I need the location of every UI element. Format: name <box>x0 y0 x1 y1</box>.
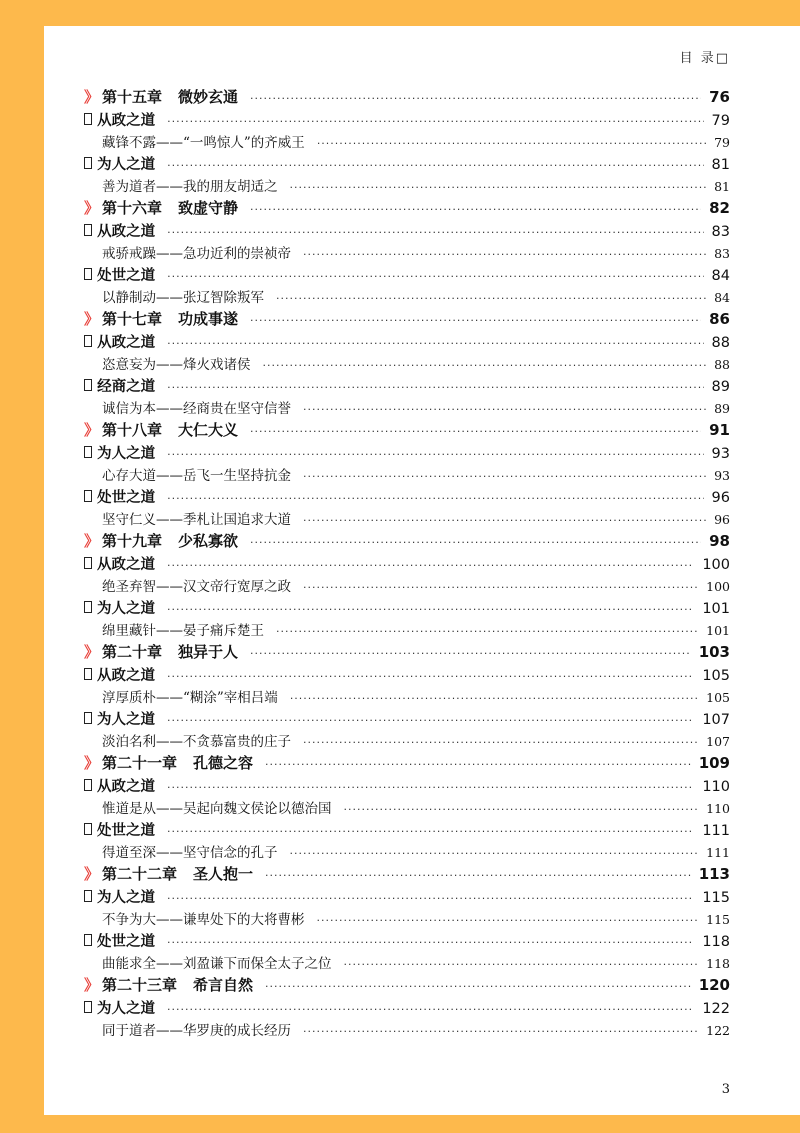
square-box-icon <box>84 446 92 458</box>
section-title: 从政之道 <box>97 335 156 351</box>
chapter-number: 第二十章 <box>102 643 163 661</box>
chapter-title: 功成事遂 <box>178 310 239 328</box>
section-title: 从政之道 <box>97 113 156 129</box>
story-title: 藏锋不露——“一鸣惊人”的齐威王 <box>102 135 305 151</box>
chapter-number: 第二十一章 <box>102 754 178 772</box>
toc-chapter-row[interactable] <box>84 752 730 775</box>
double-chevron-icon: 》 <box>84 643 100 661</box>
page-ref: 120 <box>698 976 730 994</box>
double-chevron-icon: 》 <box>84 976 100 994</box>
page-ref: 93 <box>711 446 730 462</box>
square-box-icon <box>84 379 92 391</box>
square-box-icon <box>84 224 92 236</box>
double-chevron-icon: 》 <box>84 865 100 883</box>
page-ref: 105 <box>706 690 730 705</box>
section-title: 处世之道 <box>97 934 156 950</box>
dot-leader <box>303 470 706 483</box>
dot-leader <box>303 514 706 527</box>
page-ref: 109 <box>698 754 730 772</box>
dot-leader <box>303 248 706 261</box>
dot-leader <box>167 825 694 838</box>
story-title: 诚信为本——经商贵在坚守信誉 <box>102 401 291 417</box>
toc-section-row[interactable] <box>84 930 730 952</box>
square-box-icon <box>84 934 92 946</box>
chapter-title: 大仁大义 <box>178 421 239 439</box>
square-box-icon <box>84 157 92 169</box>
section-title: 处世之道 <box>97 490 156 506</box>
chapter-number: 第十九章 <box>102 532 163 550</box>
page-ref: 96 <box>711 490 730 506</box>
story-title: 坚守仁义——季札让国追求大道 <box>102 512 291 528</box>
chapter-number: 第二十三章 <box>102 976 178 994</box>
page-ref: 89 <box>714 401 730 416</box>
toc-section-row[interactable] <box>84 331 730 353</box>
page-ref: 81 <box>711 157 730 173</box>
toc-section-row[interactable] <box>84 442 730 464</box>
dot-leader <box>276 625 698 638</box>
section-title: 处世之道 <box>97 823 156 839</box>
toc-story-row[interactable] <box>84 686 730 708</box>
dot-leader <box>303 581 698 594</box>
dot-leader <box>317 914 699 927</box>
dot-leader <box>167 781 694 794</box>
dot-leader <box>250 203 701 216</box>
double-chevron-icon: 》 <box>84 88 100 106</box>
story-title: 曲能求全——刘盈谦下而保全太子之位 <box>102 956 332 972</box>
story-title: 以静制动——张辽智除叛军 <box>102 290 264 306</box>
section-title: 处世之道 <box>97 268 156 284</box>
section-title: 从政之道 <box>97 779 156 795</box>
dot-leader <box>290 181 707 194</box>
page-ref: 103 <box>698 643 730 661</box>
section-title: 从政之道 <box>97 557 156 573</box>
square-box-icon <box>84 557 92 569</box>
story-title: 得道至深——坚守信念的孔子 <box>102 845 278 861</box>
toc-section-row[interactable] <box>84 486 730 508</box>
dot-leader <box>167 115 703 128</box>
table-of-contents <box>84 86 730 1041</box>
section-title: 经商之道 <box>97 379 156 395</box>
section-title: 从政之道 <box>97 224 156 240</box>
toc-story-row[interactable] <box>84 1019 730 1041</box>
toc-section-row[interactable] <box>84 664 730 686</box>
page-ref: 110 <box>702 779 730 795</box>
toc-section-row[interactable] <box>84 220 730 242</box>
page-ref: 84 <box>711 268 730 284</box>
page-ref: 118 <box>706 956 730 971</box>
chapter-number: 第十六章 <box>102 199 163 217</box>
section-title: 从政之道 <box>97 668 156 684</box>
square-box-icon <box>84 1001 92 1013</box>
dot-leader <box>167 159 703 172</box>
double-chevron-icon: 》 <box>84 421 100 439</box>
dot-leader <box>167 559 694 572</box>
toc-section-row[interactable] <box>84 597 730 619</box>
toc-chapter-row[interactable] <box>84 419 730 442</box>
square-box-icon <box>84 779 92 791</box>
page-ref: 118 <box>702 934 730 950</box>
dot-leader <box>167 337 703 350</box>
dot-leader <box>167 714 694 727</box>
story-title: 不争为大——谦卑处下的大将曹彬 <box>102 912 305 928</box>
page-ref: 88 <box>714 357 730 372</box>
story-title: 惟道是从——吴起向魏文侯论以德治国 <box>102 801 332 817</box>
story-title: 心存大道——岳飞一生坚持抗金 <box>102 468 291 484</box>
double-chevron-icon: 》 <box>84 199 100 217</box>
story-title: 绝圣弃智——汉文帝行宽厚之政 <box>102 579 291 595</box>
story-title: 淡泊名利——不贪慕富贵的庄子 <box>102 734 291 750</box>
toc-story-row[interactable] <box>84 619 730 641</box>
page-ref: 122 <box>702 1001 730 1017</box>
toc-story-row[interactable] <box>84 397 730 419</box>
dot-leader <box>250 536 701 549</box>
chapter-title: 致虚守静 <box>178 199 239 217</box>
chapter-number: 第十八章 <box>102 421 163 439</box>
toc-story-row[interactable] <box>84 508 730 530</box>
dot-leader <box>167 892 694 905</box>
dot-leader <box>344 958 699 971</box>
toc-story-row[interactable] <box>84 952 730 974</box>
chapter-title: 少私寡欲 <box>178 532 239 550</box>
story-title: 善为道者——我的朋友胡适之 <box>102 179 278 195</box>
page-ref: 83 <box>711 224 730 240</box>
square-box-icon <box>84 890 92 902</box>
toc-story-row[interactable] <box>84 131 730 153</box>
page-ref: 79 <box>711 113 730 129</box>
toc-story-row[interactable] <box>84 286 730 308</box>
section-title: 为人之道 <box>97 601 156 617</box>
dot-leader <box>265 758 691 771</box>
dot-leader <box>290 847 699 860</box>
toc-story-row[interactable] <box>84 175 730 197</box>
dot-leader <box>303 403 706 416</box>
story-title: 同于道者——华罗庚的成长经历 <box>102 1023 291 1039</box>
square-box-icon <box>84 823 92 835</box>
section-title: 为人之道 <box>97 157 156 173</box>
dot-leader <box>167 492 703 505</box>
page-ref: 101 <box>706 623 730 638</box>
toc-chapter-row[interactable] <box>84 530 730 553</box>
page-ref: 93 <box>714 468 730 483</box>
toc-story-row[interactable] <box>84 575 730 597</box>
page-ref: 113 <box>698 865 730 883</box>
story-title: 戒骄戒躁——急功近利的崇祯帝 <box>102 246 291 262</box>
page-ref: 100 <box>702 557 730 573</box>
dot-leader <box>167 448 703 461</box>
toc-section-row[interactable] <box>84 375 730 397</box>
chapter-title: 孔德之容 <box>193 754 254 772</box>
toc-section-row[interactable] <box>84 886 730 908</box>
toc-section-row[interactable] <box>84 708 730 730</box>
page-ref: 89 <box>711 379 730 395</box>
chapter-title: 希言自然 <box>193 976 254 994</box>
double-chevron-icon: 》 <box>84 754 100 772</box>
section-title: 为人之道 <box>97 446 156 462</box>
dot-leader <box>265 869 691 882</box>
toc-chapter-row[interactable] <box>84 863 730 886</box>
square-box-icon <box>84 335 92 347</box>
page-ref: 96 <box>714 512 730 527</box>
dot-leader <box>303 1025 698 1038</box>
dot-leader <box>167 381 703 394</box>
dot-leader <box>303 736 698 749</box>
page-ref: 100 <box>706 579 730 594</box>
toc-story-row[interactable] <box>84 242 730 264</box>
square-box-icon <box>84 601 92 613</box>
square-box-icon <box>84 490 92 502</box>
page-ref: 115 <box>706 912 730 927</box>
dot-leader <box>290 692 698 705</box>
page-ref: 111 <box>702 823 730 839</box>
chapter-number: 第十五章 <box>102 88 163 106</box>
page-ref: 79 <box>714 135 730 150</box>
toc-section-row[interactable] <box>84 109 730 131</box>
page-ref: 88 <box>711 335 730 351</box>
chapter-title: 独异于人 <box>178 643 239 661</box>
dot-leader <box>250 425 701 438</box>
toc-story-row[interactable] <box>84 353 730 375</box>
toc-chapter-row[interactable] <box>84 86 730 109</box>
toc-story-row[interactable] <box>84 841 730 863</box>
dot-leader <box>167 270 703 283</box>
toc-story-row[interactable] <box>84 797 730 819</box>
toc-chapter-row[interactable] <box>84 974 730 997</box>
chapter-number: 第十七章 <box>102 310 163 328</box>
page-ref: 84 <box>714 290 730 305</box>
page-ref: 82 <box>709 199 730 217</box>
double-chevron-icon: 》 <box>84 310 100 328</box>
square-box-icon <box>84 113 92 125</box>
dot-leader <box>276 292 706 305</box>
dot-leader <box>250 647 691 660</box>
dot-leader <box>263 359 707 372</box>
square-box-icon <box>84 712 92 724</box>
page-ref: 86 <box>709 310 730 328</box>
toc-section-row[interactable] <box>84 775 730 797</box>
double-chevron-icon: 》 <box>84 532 100 550</box>
dot-leader <box>167 670 694 683</box>
toc-story-row[interactable] <box>84 464 730 486</box>
page-ref: 122 <box>706 1023 730 1038</box>
page-header: 目 录□ <box>679 51 730 66</box>
page-ref: 107 <box>702 712 730 728</box>
toc-chapter-row[interactable] <box>84 197 730 220</box>
page-ref: 98 <box>709 532 730 550</box>
page-ref: 81 <box>714 179 730 194</box>
section-title: 为人之道 <box>97 890 156 906</box>
dot-leader <box>317 137 706 150</box>
dot-leader <box>167 1003 694 1016</box>
toc-section-row[interactable] <box>84 819 730 841</box>
dot-leader <box>250 314 701 327</box>
page-ref: 91 <box>709 421 730 439</box>
page-ref: 110 <box>706 801 730 816</box>
dot-leader <box>167 603 694 616</box>
dot-leader <box>167 226 703 239</box>
dot-leader <box>167 936 694 949</box>
dot-leader <box>265 980 691 993</box>
section-title: 为人之道 <box>97 712 156 728</box>
dot-leader <box>250 92 701 105</box>
toc-section-row[interactable] <box>84 997 730 1019</box>
chapter-title: 微妙玄通 <box>178 88 239 106</box>
chapter-number: 第二十二章 <box>102 865 178 883</box>
page-ref: 83 <box>714 246 730 261</box>
story-title: 淳厚质朴——“糊涂”宰相吕端 <box>102 690 278 706</box>
page-ref: 111 <box>706 845 730 860</box>
toc-section-row[interactable] <box>84 553 730 575</box>
toc-story-row[interactable] <box>84 908 730 930</box>
page-number: 3 <box>721 1082 730 1097</box>
square-box-icon <box>84 668 92 680</box>
chapter-title: 圣人抱一 <box>193 865 254 883</box>
page-ref: 115 <box>702 890 730 906</box>
dot-leader <box>344 803 699 816</box>
toc-chapter-row[interactable] <box>84 641 730 664</box>
section-title: 为人之道 <box>97 1001 156 1017</box>
square-box-icon <box>84 268 92 280</box>
page-ref: 107 <box>706 734 730 749</box>
page-ref: 101 <box>702 601 730 617</box>
toc-section-row[interactable] <box>84 264 730 286</box>
toc-page <box>44 26 800 1115</box>
page-ref: 105 <box>702 668 730 684</box>
page-ref: 76 <box>709 88 730 106</box>
toc-story-row[interactable] <box>84 730 730 752</box>
story-title: 绵里藏针——晏子痛斥楚王 <box>102 623 264 639</box>
story-title: 恣意妄为——烽火戏诸侯 <box>102 357 251 373</box>
toc-chapter-row[interactable] <box>84 308 730 331</box>
toc-section-row[interactable] <box>84 153 730 175</box>
